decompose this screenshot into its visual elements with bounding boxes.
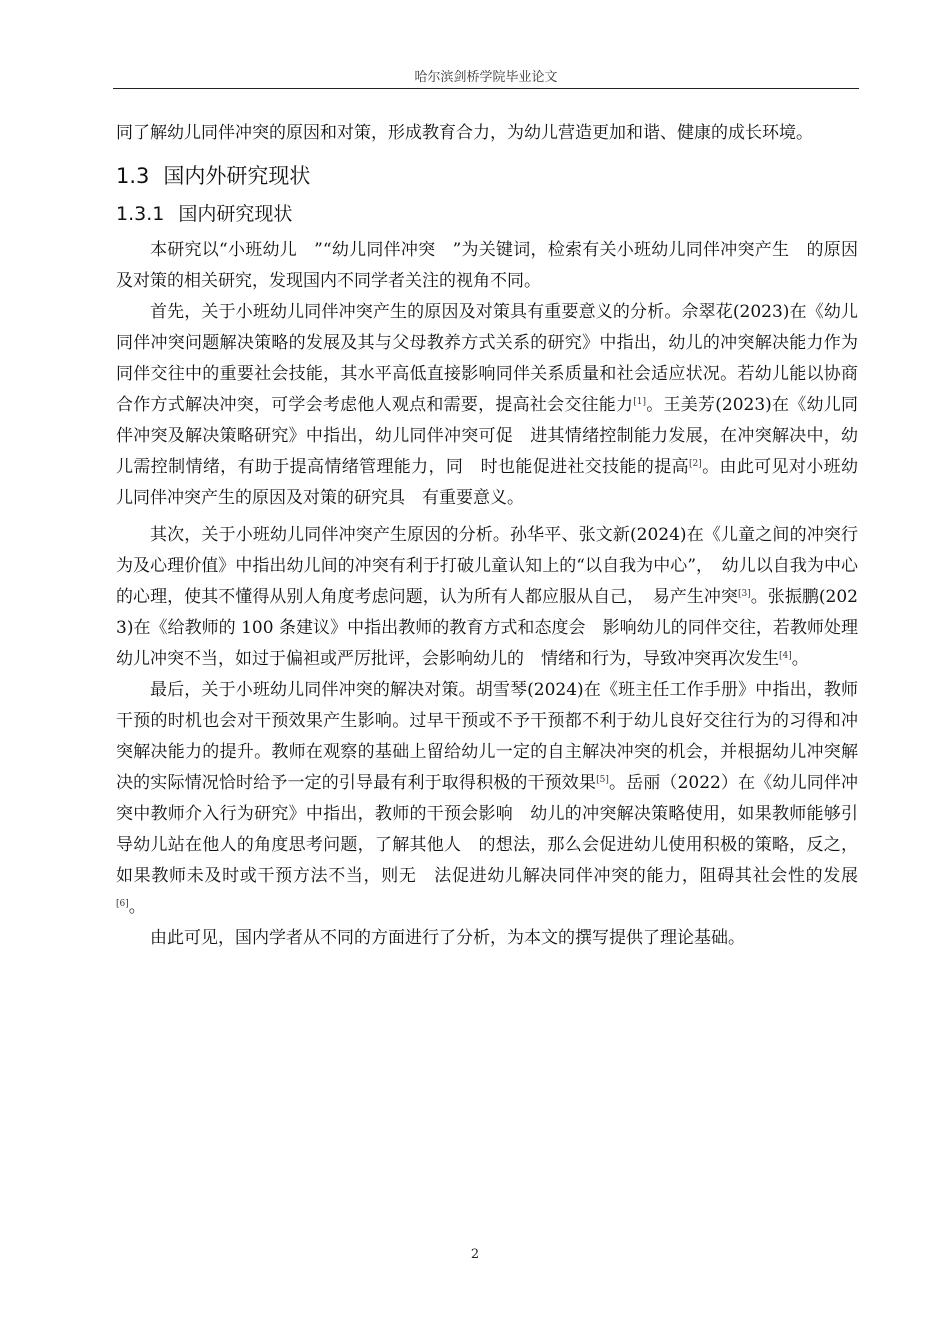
citation-ref-5: [5] <box>596 775 609 785</box>
paragraph-third <box>116 675 858 923</box>
paragraph-second-text-c: 。 <box>791 649 809 669</box>
paragraph-first-text-a: 首先，关于小班幼儿同伴冲突产生的原因及对策具有重要意义的分析。佘翠花(2023)在《幼儿同伴冲突问题解决策略的发展及其与父母教养方式关系的研究》中指出，幼儿的冲突解决能力作为同伴交往中的重要社会技能，其水平高低直接影响同伴关系质量和社会适应状况。若幼儿能以协商合作方式解决冲突，可学会考虑他人观点和需要，提高社会交往能力 <box>116 302 858 415</box>
running-head: 哈尔滨剑桥学院毕业论文 <box>414 70 558 85</box>
conclusion-paragraph: 由此可见，国内学者从不同的方面进行了分析，为本文的撰写提供了理论基础。 <box>150 928 745 948</box>
page-body <box>116 118 858 954</box>
paragraph-first-text-c: 。由此可见对小班幼儿同伴冲突产生的原因及对策的研究具 有重要意义。 <box>116 457 859 508</box>
paragraph-third-text-a: 最后，关于小班幼儿同伴冲突的解决对策。胡雪琴(2024)在《班主任工作手册》中指出，教师干预的时机也会对干预效果产生影响。过早干预或不予干预都不利于幼儿良好交往行为的习得和冲突解决能力的提升。教师在观察的基础上留给幼儿一定的自主解决冲突的机会，并根据幼儿冲突解决的实际情况恰时给予一定的引导最有利于取得积极的干预效果 <box>116 680 858 793</box>
section-heading <box>116 161 858 191</box>
subsection-number: 1.3.1 <box>116 203 165 225</box>
paragraph-first-text-b: 。王美芳(2023)在《幼儿同伴冲突及解决策略研究》中指出，幼儿同伴冲突可促 进其情绪控制能力发展，在冲突解决中，幼儿需控制情绪，有助于提高情绪管理能力，同 时也能促进社交技能的提高 <box>116 395 859 477</box>
paragraph-second-text-b: 。张振鹏(2023)在《给教师的 100 条建议》中指出教师的教育方式和态度会 影响幼儿的同伴交往，若教师处理幼儿冲突不当，如过于偏袒或严厉批评，会影响幼儿的 情绪和行为，导致冲突再次发生 <box>116 587 858 669</box>
paragraph-third-text-c: 。 <box>128 897 146 917</box>
citation-ref-1: [1] <box>633 397 647 407</box>
citation-ref-6: [6] <box>116 899 129 909</box>
paragraph-third-text-b: 。岳丽（2022）在《幼儿同伴冲突中教师介入行为研究》中指出，教师的干预会影响 幼儿的冲突解决策略使用，如果教师能够引导幼儿站在他人的角度思考问题，了解其他人 的想法，那么会促进幼儿使用积极的策略，反之，如果教师未及时或干预方法不当，则无 法促进幼儿解决同伴冲突的能力，阻碍其社会性的发展 <box>116 773 859 886</box>
subsection-heading <box>116 199 858 229</box>
page-number: 2 <box>470 1247 480 1262</box>
section-number: 1.3 <box>116 164 150 188</box>
citation-ref-3: [3] <box>737 589 751 599</box>
header-rule <box>113 88 859 89</box>
citation-ref-4: [4] <box>779 651 792 661</box>
paragraph-second <box>116 520 858 675</box>
paragraph-first <box>116 297 858 514</box>
subsection-title: 国内研究现状 <box>178 203 293 225</box>
section-title: 国内外研究现状 <box>163 164 311 188</box>
paragraph-second-text-a: 其次，关于小班幼儿同伴冲突产生原因的分析。孙华平、张文新(2024)在《儿童之间的冲突行为及心理价值》中指出幼儿间的冲突有利于打破儿童认知上的“以自我为中心”， 幼儿以自我为中心的心理，使其不懂得从别人角度考虑问题，认为所有人都应服从自己， 易产生冲突 <box>116 525 858 607</box>
intro-paragraph: 本研究以“小班幼儿 ”“幼儿同伴冲突 ”为关键词，检索有关小班幼儿同伴冲突产生 的原因及对策的相关研究，发现国内不同学者关注的视角不同。 <box>116 240 858 291</box>
citation-ref-2: [2] <box>688 459 702 469</box>
continued-paragraph: 同了解幼儿同伴冲突的原因和对策，形成教育合力，为幼儿营造更加和谐、健康的成长环境。 <box>116 123 813 143</box>
